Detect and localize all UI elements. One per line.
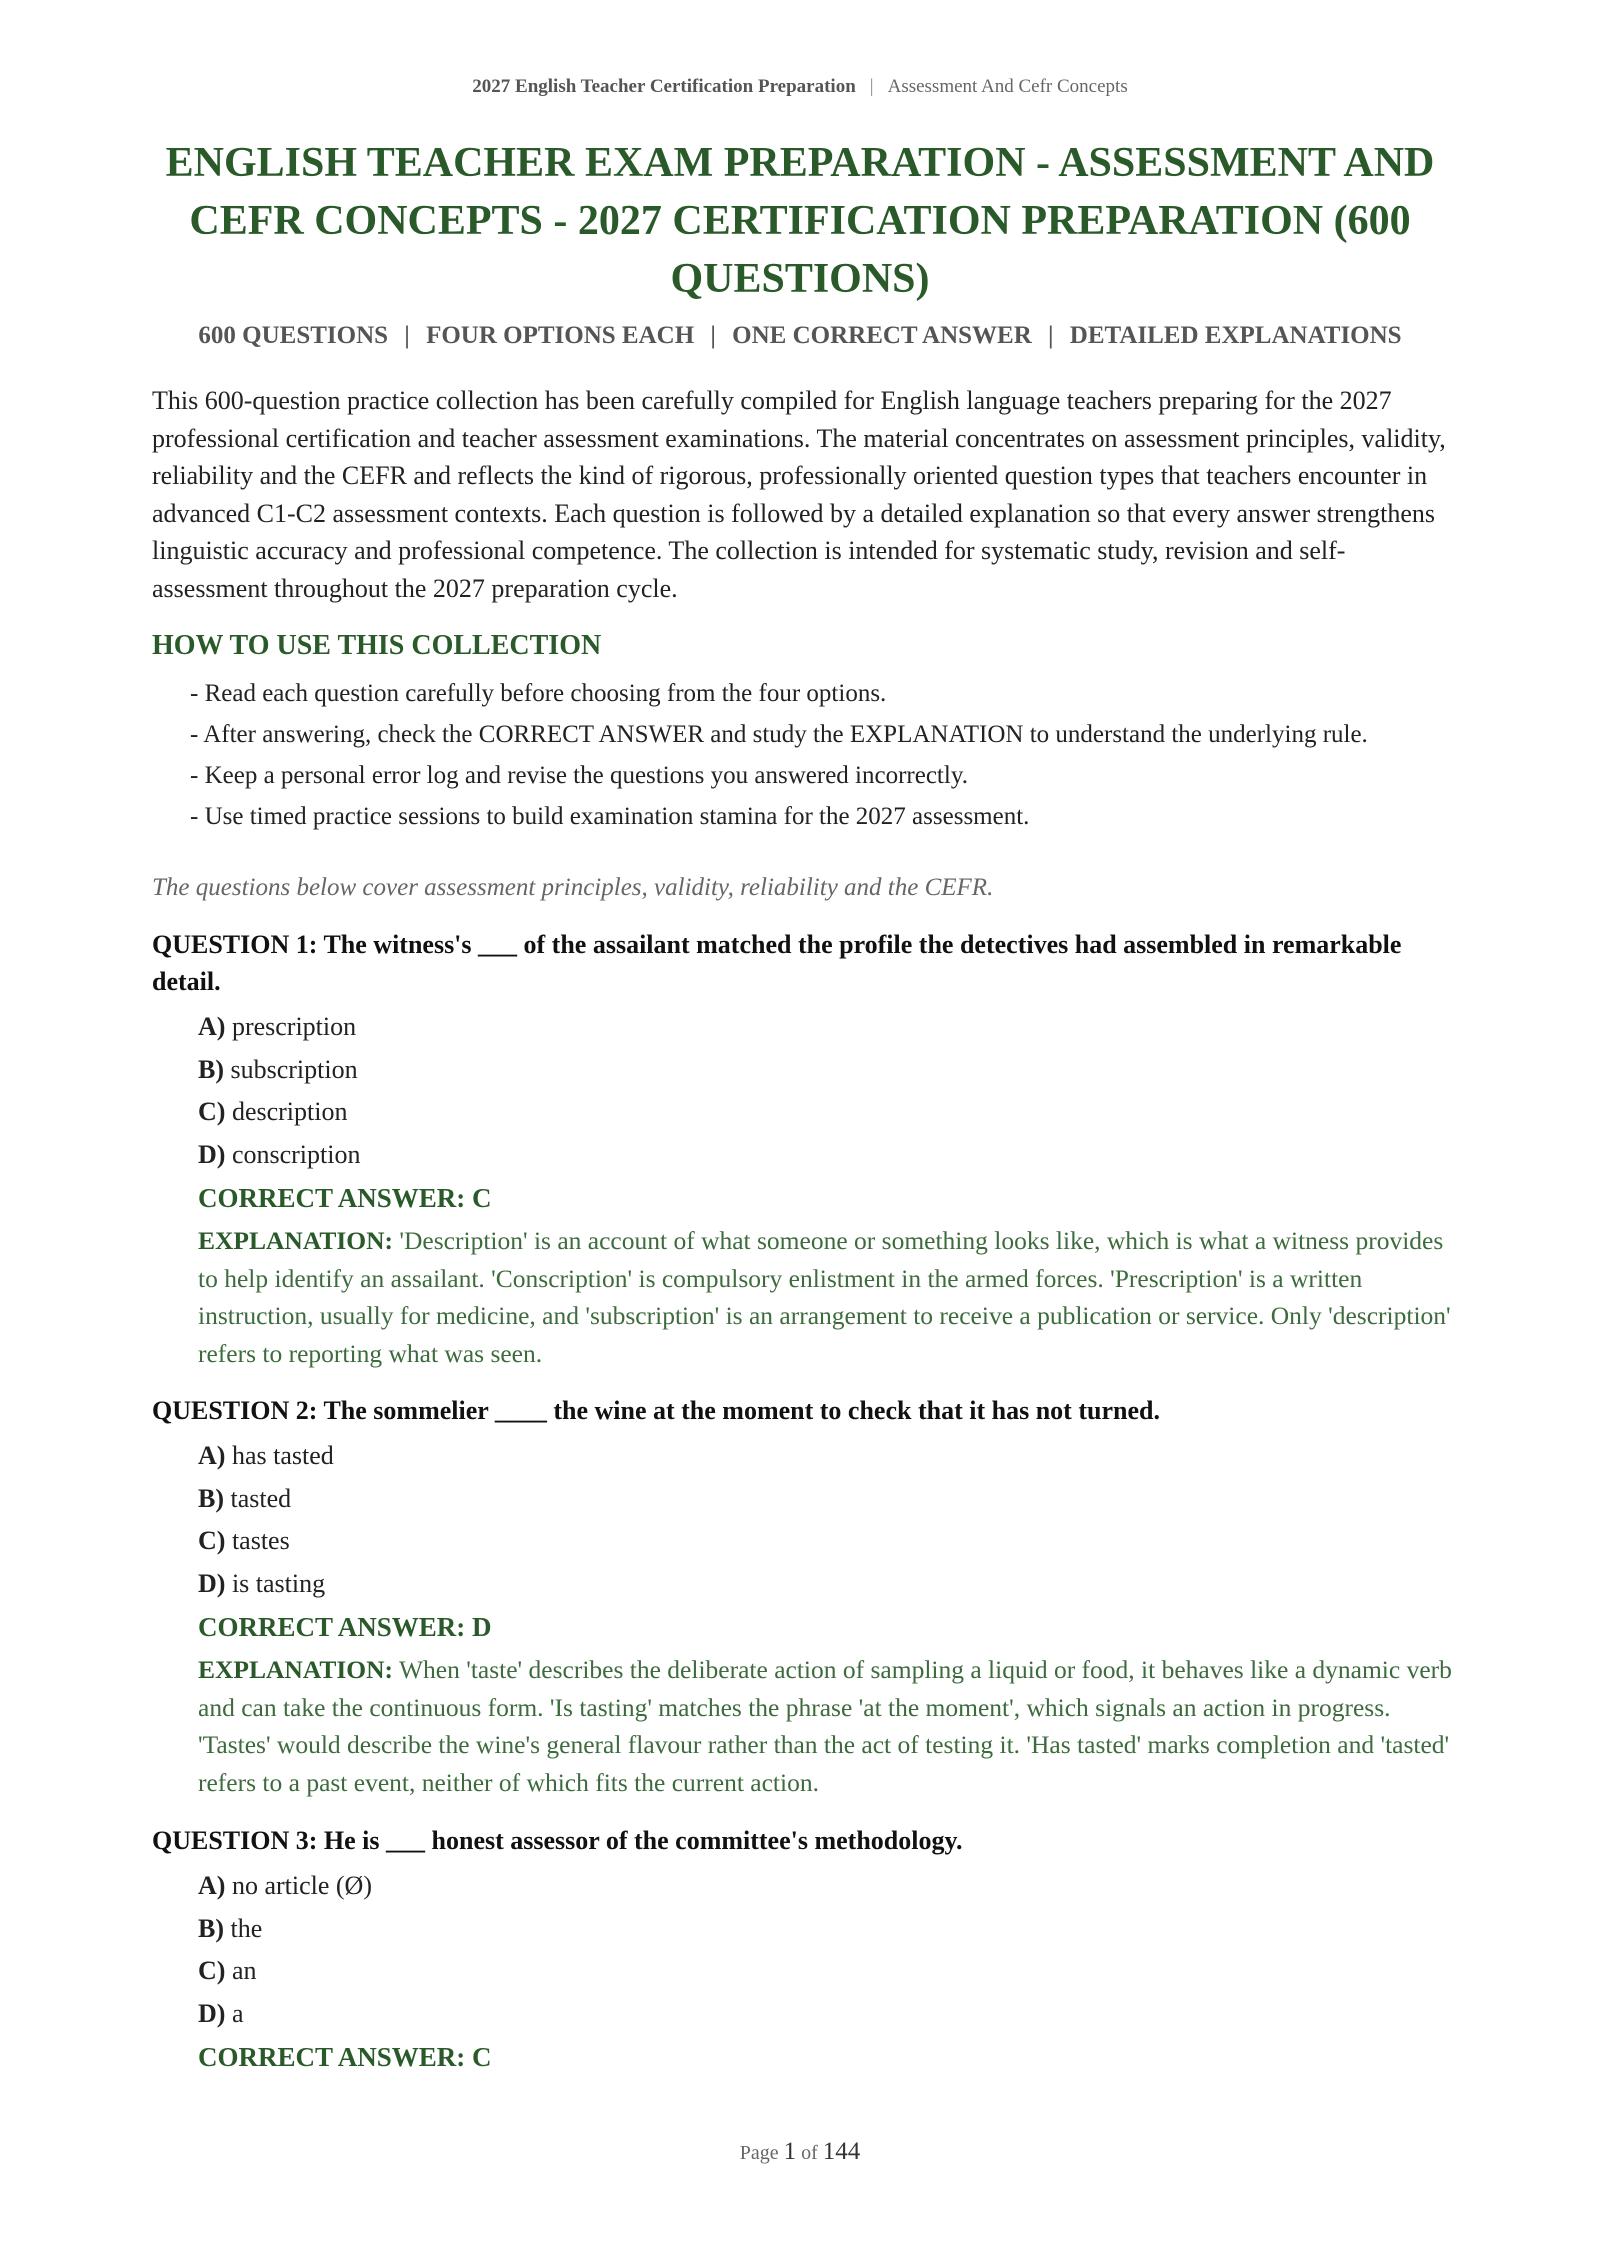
subtitle-item: 600 QUESTIONS xyxy=(198,322,389,349)
option-letter: C) xyxy=(198,1956,226,1985)
howto-item: - Read each question carefully before choosing from the four options. xyxy=(190,680,887,707)
option-letter: D) xyxy=(198,1568,226,1598)
subtitle-item: DETAILED EXPLANATIONS xyxy=(1069,322,1402,349)
subtitle-item: ONE CORRECT ANSWER xyxy=(732,322,1032,349)
option-letter: A) xyxy=(198,1871,226,1900)
option-letter: C) xyxy=(198,1526,226,1555)
option-letter: A) xyxy=(198,1441,226,1470)
page-number: 1 xyxy=(783,2138,797,2165)
howto-list xyxy=(190,676,1450,840)
option-text: is tasting xyxy=(231,1568,326,1598)
option-letter: D) xyxy=(198,1998,226,2028)
option-item xyxy=(198,1567,1452,1600)
howto-item: - Use timed practice sessions to build examination stamina for the 2027 assessment. xyxy=(190,803,1030,830)
howto-note: The questions below cover assessment principles, validity, reliability and the CEFR. xyxy=(152,874,994,901)
option-text: a xyxy=(231,1998,244,2028)
option-text: description xyxy=(231,1097,348,1126)
explanation-text: 'Description' is an account of what someone or something looks like, which is what a witness provides to help identify an assailant. 'Conscription' is compulsory enlistment in the armed forces. 'Prescription' is a written instruction, usually for medicine, and 'subscription' is an arrangement to receive a publication or service. Only 'description' refers to reporting what was seen. xyxy=(198,1226,1451,1368)
option-item xyxy=(198,1053,1452,1086)
question-block xyxy=(152,1392,1452,1801)
option-letter: C) xyxy=(198,1097,226,1126)
explanation-text: When 'taste' describes the deliberate action of sampling a liquid or food, it behaves like a dynamic verb and can take the continuous form. 'Is tasting' matches the phrase 'at the moment', which signals an action in progress. 'Tastes' would describe the wine's general flavour rather than the act of testing it. 'Has tasted' marks completion and 'tasted' refers to a past event, neither of which fits the current action. xyxy=(198,1655,1452,1797)
option-letter: D) xyxy=(198,1139,226,1169)
explanation-label: EXPLANATION: xyxy=(198,1226,394,1255)
option-item xyxy=(198,1439,1452,1472)
option-text: tasted xyxy=(230,1483,292,1513)
page-footer xyxy=(0,2138,1600,2166)
question-block xyxy=(152,926,1452,1372)
option-text: an xyxy=(231,1956,257,1985)
of-label: of xyxy=(801,2142,818,2164)
option-text: has tasted xyxy=(231,1441,334,1470)
option-item xyxy=(198,1912,1452,1945)
question-stem: QUESTION 3: He is ___ honest assessor of the committee's methodology. xyxy=(152,1826,963,1855)
subtitle-separator: | xyxy=(710,322,716,349)
question-stem: QUESTION 2: The sommelier ____ the wine at the moment to check that it has not turned. xyxy=(152,1396,1160,1425)
howto-heading: HOW TO USE THIS COLLECTION xyxy=(152,630,602,661)
correct-answer: CORRECT ANSWER: C xyxy=(198,2042,492,2072)
header-series-title: 2027 English Teacher Certification Preparation xyxy=(472,76,856,97)
correct-answer: CORRECT ANSWER: D xyxy=(198,1612,492,1642)
howto-item: - Keep a personal error log and revise the questions you answered incorrectly. xyxy=(190,762,968,789)
explanation-label: EXPLANATION: xyxy=(198,1655,394,1684)
document-title: ENGLISH TEACHER EXAM PREPARATION - ASSESSMENT AND CEFR CONCEPTS - 2027 CERTIFICATION PREPARATION (600 QUESTIONS) xyxy=(165,140,1435,302)
option-letter: B) xyxy=(198,1913,224,1943)
subtitle-separator: | xyxy=(404,322,410,349)
option-letter: A) xyxy=(198,1012,226,1041)
howto-item: - After answering, check the CORRECT ANSWER and study the EXPLANATION to understand the underlying rule. xyxy=(190,721,1368,748)
question-options xyxy=(152,1010,1452,1171)
option-item xyxy=(198,1954,1452,1987)
page-label: Page xyxy=(739,2142,779,2164)
option-text: conscription xyxy=(231,1139,361,1169)
explanation xyxy=(152,1651,1452,1801)
running-header xyxy=(0,76,1600,98)
header-section-title: Assessment And Cefr Concepts xyxy=(887,76,1128,97)
option-item xyxy=(198,1869,1452,1902)
question-options xyxy=(152,1869,1452,2030)
option-text: prescription xyxy=(231,1012,357,1041)
option-item xyxy=(198,1138,1452,1171)
intro-paragraph: This 600-question practice collection has been carefully compiled for English language teachers preparing for the 2027 professional certification and teacher assessment examinations. The material concentrates on assessment principles, validity, reliability and the CEFR and reflects the kind of rigorous, professionally oriented question types that teachers encounter in advanced C1-C2 assessment contexts. Each question is followed by a detailed explanation so that every answer strengthens linguistic accuracy and professional competence. The collection is intended for systematic study, revision and self-assessment throughout the 2027 preparation cycle. xyxy=(152,386,1446,603)
option-item xyxy=(198,1524,1452,1557)
subtitle-separator: | xyxy=(1048,322,1054,349)
subtitle-bar xyxy=(0,322,1600,350)
option-text: subscription xyxy=(230,1054,358,1084)
option-text: no article (Ø) xyxy=(231,1871,372,1900)
option-letter: B) xyxy=(198,1483,224,1513)
explanation xyxy=(152,1222,1452,1372)
option-item xyxy=(198,1997,1452,2030)
option-item xyxy=(198,1010,1452,1043)
option-item xyxy=(198,1482,1452,1515)
correct-answer: CORRECT ANSWER: C xyxy=(198,1183,492,1213)
question-options xyxy=(152,1439,1452,1600)
page-total: 144 xyxy=(822,2138,861,2165)
option-text: tastes xyxy=(231,1526,290,1555)
subtitle-item: FOUR OPTIONS EACH xyxy=(426,322,695,349)
question-stem: QUESTION 1: The witness's ___ of the assailant matched the profile the detectives had assembled in remarkable detail. xyxy=(152,930,1402,996)
question-block xyxy=(152,1822,1452,2081)
header-separator: | xyxy=(869,76,874,97)
option-item xyxy=(198,1095,1452,1128)
option-letter: B) xyxy=(198,1054,224,1084)
option-text: the xyxy=(230,1913,263,1943)
